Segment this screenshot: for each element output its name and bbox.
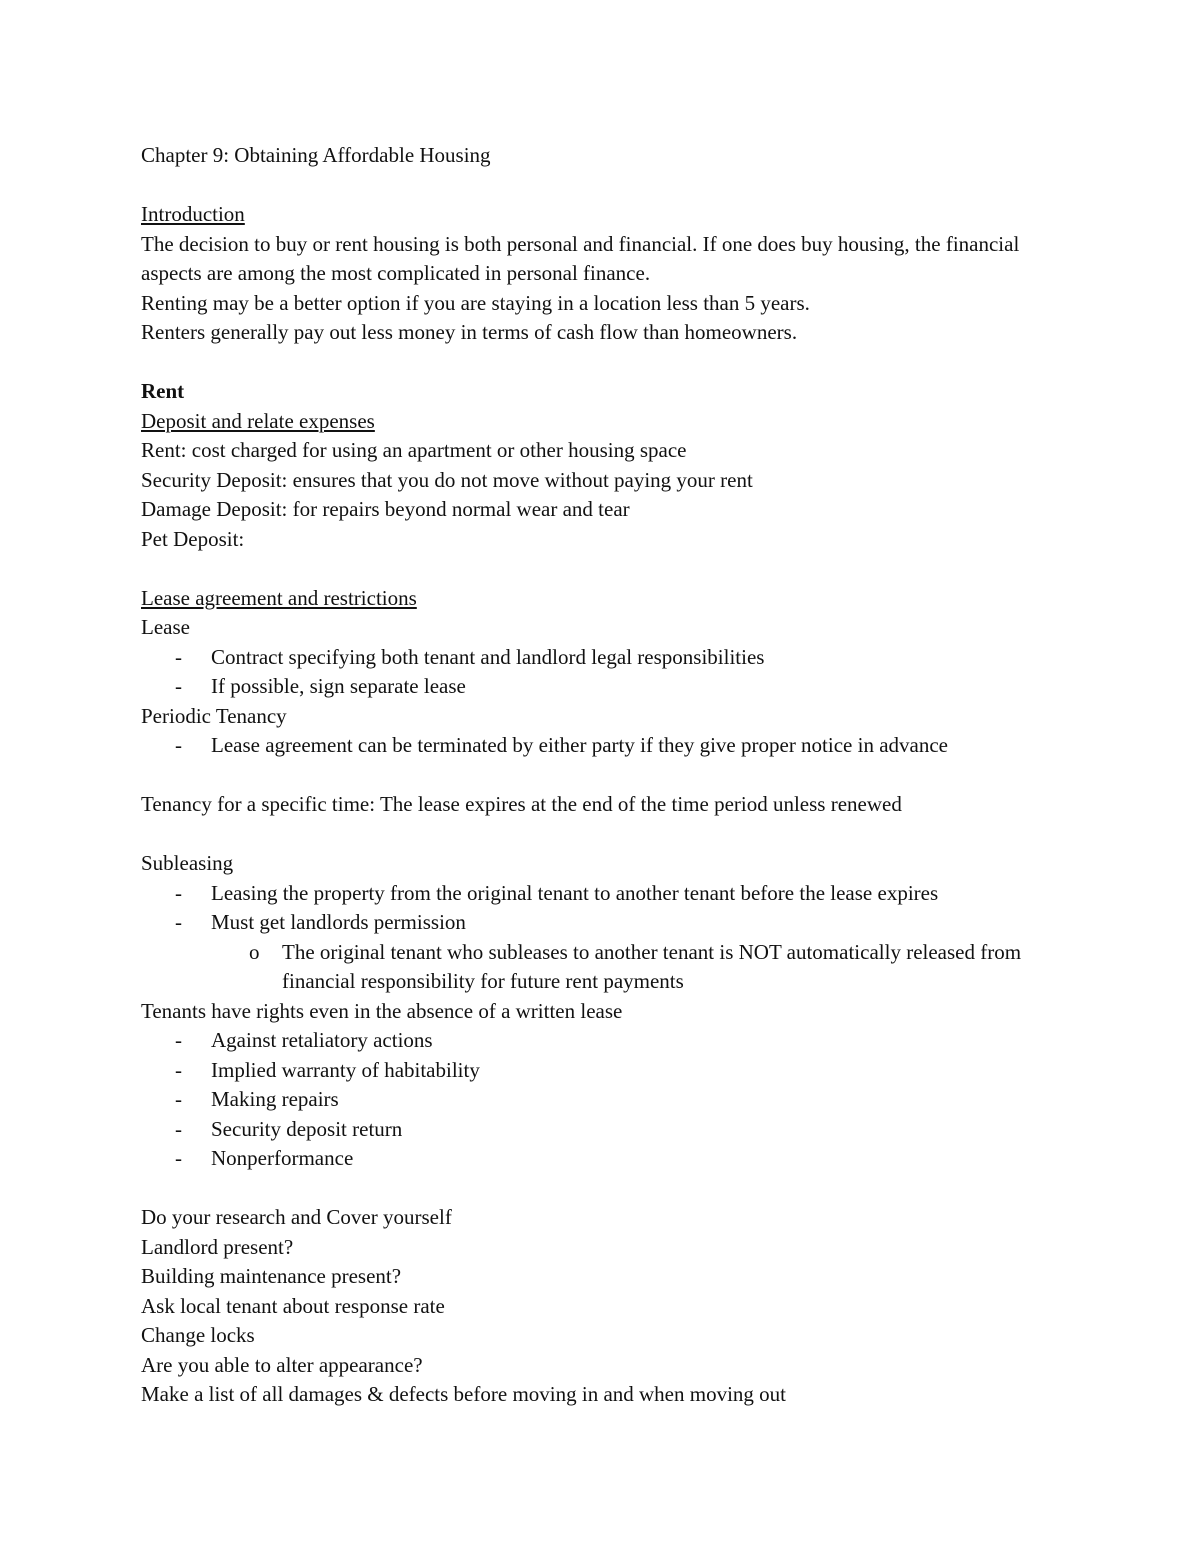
dash-marker: -: [175, 674, 182, 698]
deposit-subheading: Deposit and relate expenses: [141, 408, 375, 433]
list-item-text: Lease agreement can be terminated by either party if they give proper notice in advance: [211, 733, 948, 757]
list-item-text: Must get landlords permission: [211, 910, 466, 934]
list-item: [141, 1115, 1071, 1145]
document-page: [141, 141, 1071, 1410]
rent-definition: Rent: cost charged for using an apartment or other housing space: [141, 438, 687, 462]
spacer: [141, 348, 1071, 378]
dash-marker: -: [175, 910, 182, 934]
specific-time-tenancy: Tenancy for a specific time: The lease expires at the end of the time period unless renewed: [141, 792, 902, 816]
tenant-rights-label: Tenants have rights even in the absence of a written lease: [141, 998, 623, 1023]
intro-paragraph-1: The decision to buy or rent housing is both personal and financial. If one does buy housing, the financial aspects are among the most complicated in personal finance.: [141, 231, 1020, 285]
sub-list-item: [141, 938, 1071, 997]
list-item: [141, 643, 1071, 673]
intro-paragraph-3: Renters generally pay out less money in terms of cash flow than homeowners.: [141, 320, 798, 344]
research-line: Are you able to alter appearance?: [141, 1352, 423, 1377]
list-item: [141, 1026, 1071, 1056]
list-item: [141, 879, 1071, 909]
dash-marker: -: [175, 1146, 182, 1170]
list-item-text: Security deposit return: [211, 1116, 403, 1141]
dash-marker: -: [175, 733, 182, 757]
research-line: Building maintenance present?: [141, 1264, 402, 1288]
subleasing-label: Subleasing: [141, 851, 234, 875]
spacer: [141, 761, 1071, 791]
research-line: Change locks: [141, 1323, 255, 1347]
security-deposit-definition: Security Deposit: ensures that you do not move without paying your rent: [141, 467, 753, 492]
list-item: [141, 672, 1071, 702]
dash-marker: -: [175, 1028, 182, 1052]
list-item-text: Nonperformance: [211, 1146, 354, 1170]
list-item-text: Against retaliatory actions: [211, 1028, 433, 1052]
damage-deposit-definition: Damage Deposit: for repairs beyond normal wear and tear: [141, 497, 630, 521]
research-line: Do your research and Cover yourself: [141, 1205, 452, 1229]
list-item: [141, 908, 1071, 938]
dash-marker: -: [175, 880, 182, 905]
research-line: Ask local tenant about response rate: [141, 1293, 445, 1318]
research-line: Landlord present?: [141, 1234, 294, 1259]
dash-marker: -: [175, 1116, 182, 1141]
pet-deposit-definition: Pet Deposit:: [141, 526, 245, 551]
intro-paragraph-2: Renting may be a better option if you are staying in a location less than 5 years.: [141, 290, 810, 315]
dash-marker: -: [175, 1087, 182, 1111]
research-line: Make a list of all damages & defects before moving in and when moving out: [141, 1382, 787, 1406]
spacer: [141, 820, 1071, 850]
dash-marker: -: [175, 1057, 182, 1082]
list-item-text: Contract specifying both tenant and landlord legal responsibilities: [211, 644, 765, 669]
dash-marker: -: [175, 644, 182, 669]
list-item-text: If possible, sign separate lease: [211, 674, 466, 698]
periodic-tenancy-label: Periodic Tenancy: [141, 703, 287, 728]
circle-marker: o: [249, 939, 260, 964]
list-item-text: Making repairs: [211, 1087, 339, 1111]
list-item: [141, 731, 1071, 761]
spacer: [141, 1174, 1071, 1204]
rent-heading: Rent: [141, 379, 185, 403]
list-item-text: Implied warranty of habitability: [211, 1057, 480, 1082]
sub-list-item-text: The original tenant who subleases to another tenant is NOT automatically released from financial responsibility for future rent payments: [282, 939, 1022, 993]
page-title: Chapter 9: Obtaining Affordable Housing: [141, 143, 491, 167]
spacer: [141, 171, 1071, 201]
lease-subheading: Lease agreement and restrictions: [141, 585, 417, 610]
list-item-text: Leasing the property from the original tenant to another tenant before the lease expires: [211, 880, 939, 905]
list-item: [141, 1085, 1071, 1115]
lease-label: Lease: [141, 615, 190, 639]
list-item: [141, 1056, 1071, 1086]
spacer: [141, 554, 1071, 584]
list-item: [141, 1144, 1071, 1174]
introduction-heading: Introduction: [141, 202, 245, 226]
